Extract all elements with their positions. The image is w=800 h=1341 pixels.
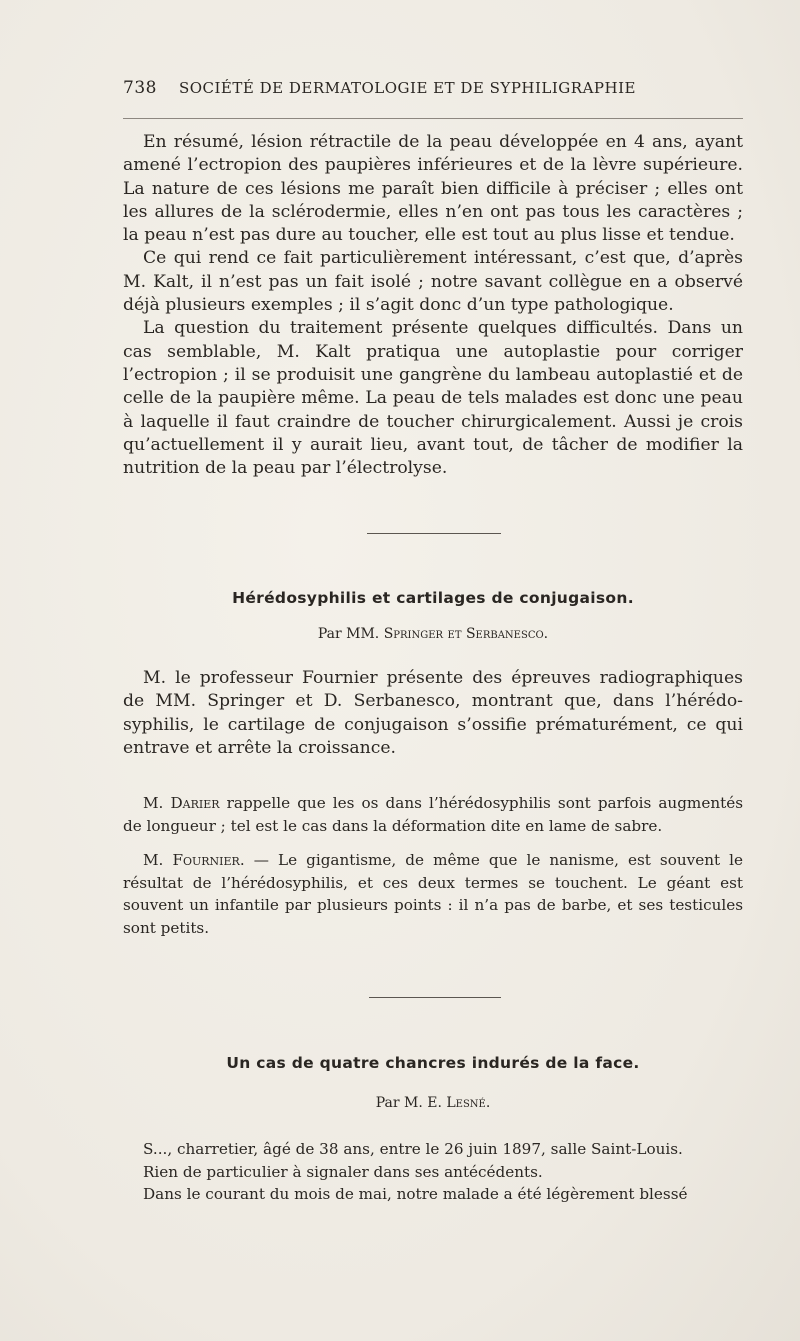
article-title: Hérédosyphilis et cartilages de conjugaison. (232, 589, 634, 607)
paragraph (123, 792, 743, 837)
paragraph-text: — Le gigantisme, de même que le nanisme, est souvent le résultat de l’hérédosyphilis, et ces deux termes se touchent. Le géant est souvent un infantile par plusieurs points : il n’a pas de barbe, et ses testicules sont petits. (123, 851, 743, 937)
speaker-name: M. Darier (143, 794, 220, 812)
paragraph: En résumé, lésion rétractile de la peau développée en 4 ans, ayant amené l’ectropion des paupières inférieures et de la lèvre supérieure. La nature de ces lésions me paraît bien difficile à préciser ; elles ont les allures de la sclérodermie, elles n’en ont pas tous les caractères ; la peau n’est pas dure au toucher, elle est tout au plus lisse et tendue. (123, 132, 743, 246)
byline-authors: Lesné. (446, 1095, 491, 1111)
article1-body (123, 667, 743, 760)
byline-prefix: Par MM. (317, 626, 380, 642)
running-title: SOCIÉTÉ DE DERMATOLOGIE ET DE SYPHILIGRAPHIE (178, 79, 636, 97)
byline (123, 1095, 743, 1111)
article1-discussion (123, 792, 743, 939)
continuation-text (123, 131, 743, 480)
running-head (123, 78, 743, 98)
section-separator (367, 533, 501, 534)
paragraph: Ce qui rend ce fait particulièrement intéressant, c’est que, d’après M. Kalt, il n’est pas un fait isolé ; notre savant collègue en a observé déjà plusieurs exemples ; il s’agit donc d’un type pathologique. (123, 248, 743, 316)
article2-body (123, 1138, 743, 1206)
byline-prefix: Par M. E. (375, 1095, 442, 1111)
section-separator (369, 997, 501, 998)
paragraph: S..., charretier, âgé de 38 ans, entre le 26 juin 1897, salle Saint-Louis. (143, 1140, 683, 1158)
article-title: Un cas de quatre chancres indurés de la face. (226, 1054, 640, 1072)
paragraph: Dans le courant du mois de mai, notre malade a été légèrement blessé (143, 1185, 688, 1203)
header-rule (123, 118, 743, 119)
page-number: 738 (123, 78, 157, 98)
byline-authors: Springer et Serbanesco. (383, 626, 549, 642)
byline (123, 626, 743, 642)
speaker-name: M. Fournier. (143, 851, 245, 869)
paragraph: La question du traitement présente quelques difficultés. Dans un cas semblable, M. Kalt pratiqua une autoplastie pour corriger l’ectropion ; il se produisit une gangrène du lambeau autoplastié et de celle de la paupière même. La peau de tels malades est donc une peau à laquelle il faut craindre de toucher chirurgicalement. Aussi je crois qu’actuellement il y aurait lieu, avant tout, de tâcher de modifier la nutrition de la peau par l’électrolyse. (123, 318, 743, 479)
paragraph-text: rappelle que les os dans l’hérédosyphilis sont parfois augmentés de longueur ; tel est le cas dans la déformation dite en lame de sabre. (123, 794, 743, 835)
paragraph (123, 849, 743, 939)
paragraph: Rien de particulier à signaler dans ses antécédents. (143, 1162, 543, 1181)
paragraph: M. le professeur Fournier présente des épreuves radiographiques de MM. Springer et D. Serbanesco, montrant que, dans l’hérédo-syphilis, le cartilage de conjugaison s’ossifie prématurément, ce qui entrave et arrête la croissance. (123, 668, 743, 758)
